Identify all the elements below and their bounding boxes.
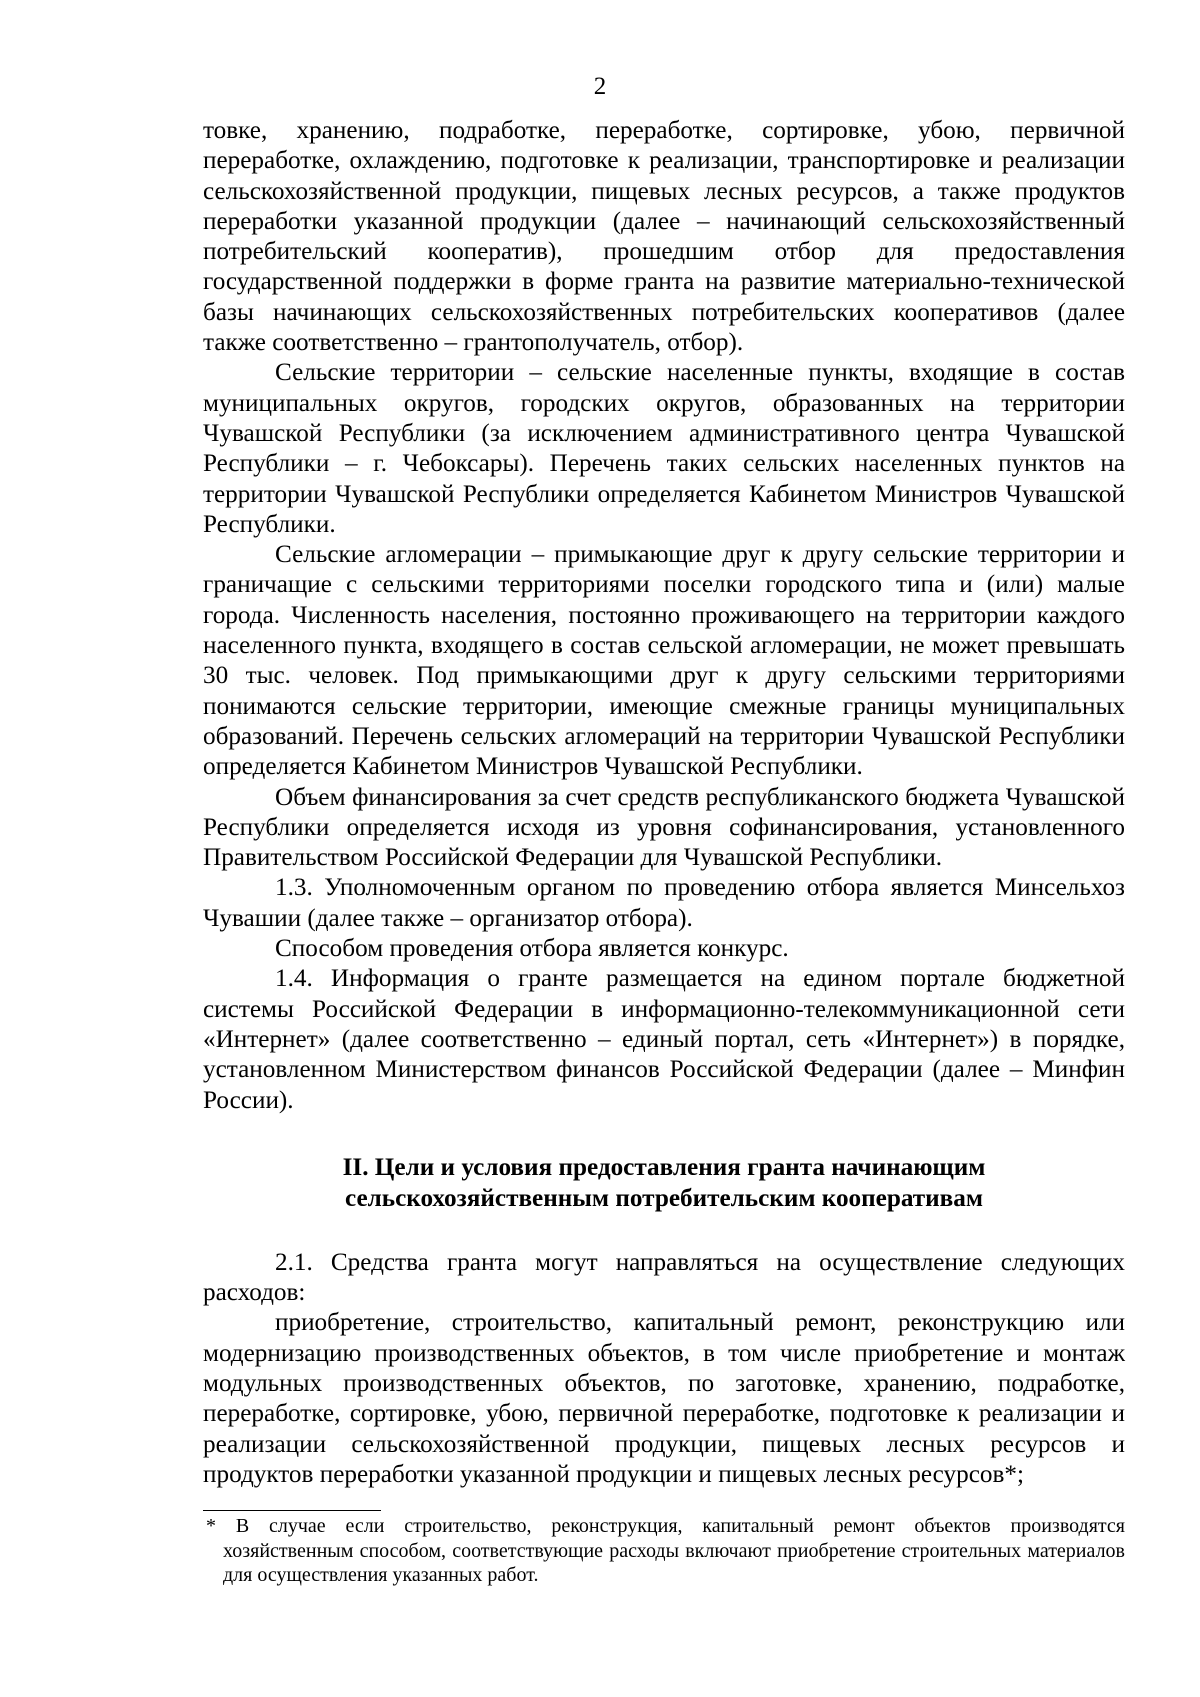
section-heading <box>203 1152 1125 1214</box>
paragraph-1-4: 1.4. Информация о гранте размещается на едином портале бюджетной системы Российской Федерации в информационно-телекоммуникационной сети «Интернет» (далее соответственно – единый портал, сеть «Интернет») в порядке, установленном Министерством финансов Российской Федерации (далее – Минфин России). <box>203 965 1125 1114</box>
footnote: * В случае если строительство, реконструкция, капитальный ремонт объектов производятся хозяйственным способом, соответствующие расходы включают приобретение строительных материалов для осуществления указанных работ. <box>206 1515 1125 1586</box>
paragraph-rural-agglomerations: Сельские агломерации – примыкающие друг к другу сельские территории и граничащие с сельскими территориями поселки городского типа и (или) малые города. Численность населения, постоянно проживающего на территории каждого населенного пункта, входящего в состав сельской агломерации, не может превышать 30 тыс. человек. Под примыкающими друг к другу сельскими территориями понимаются сельские территории, имеющие смежные границы муниципальных образований. Перечень сельских агломераций на территории Чувашской Республики определяется Кабинетом Министров Чувашской Республики. <box>203 541 1125 781</box>
section-heading-line-2: сельскохозяйственным потребительским кооперативам <box>344 1184 984 1212</box>
paragraph-1-3: 1.3. Уполномоченным органом по проведению отбора является Минсельхоз Чувашии (далее также – организатор отбора). <box>203 874 1125 932</box>
paragraph-2-1: 2.1. Средства гранта могут направляться на осуществление следующих расходов: <box>203 1248 1125 1307</box>
page-number: 2 <box>593 73 607 100</box>
paragraph-rural-territories: Сельские территории – сельские населенные пункты, входящие в состав муниципальных округов, городских округов, образованных на территории Чувашской Республики (за исключением административного центра Чувашской Республики – г. Чебоксары). Перечень таких сельских населенных пунктов на территории Чувашской Республики определяется Кабинетом Министров Чувашской Республики. <box>203 359 1125 538</box>
paragraph-continuation: товке, хранению, подработке, переработке, сортировке, убою, первичной переработке, охлаждению, подготовке к реализации, транспортировке и реализации сельскохозяйственной продукции, пищевых лесных ресурсов, а также продуктов переработки указанной продукции (далее – начинающий сельскохозяйственный потребительский кооператив), прошедшим отбор для предоставления государственной поддержки в форме гранта на развитие материально-технической базы начинающих сельскохозяйственных потребительских кооперативов (далее также соответственно – грантополучатель, отбор). <box>203 117 1125 357</box>
paragraph-financing: Объем финансирования за счет средств республиканского бюджета Чувашской Республики определяется исходя из уровня софинансирования, установленного Правительством Российской Федерации для Чувашской Республики. <box>203 783 1125 872</box>
paragraph-selection-method: Способом проведения отбора является конкурс. <box>275 935 789 963</box>
footnote-divider <box>203 1510 381 1511</box>
section-heading-line-1: II. Цели и условия предоставления гранта начинающим <box>342 1153 986 1181</box>
document-body <box>203 116 1125 1490</box>
paragraph-expenses-list-item: приобретение, строительство, капитальный ремонт, реконструкцию или модернизацию производственных объектов, в том числе приобретение и монтаж модульных производственных объектов, по заготовке, хранению, подработке, переработке, сортировке, убою, первичной переработке, подготовке к реализации и реализации сельскохозяйственной продукции, пищевых лесных ресурсов и продуктов переработки указанной продукции и пищевых лесных ресурсов*; <box>203 1309 1125 1488</box>
